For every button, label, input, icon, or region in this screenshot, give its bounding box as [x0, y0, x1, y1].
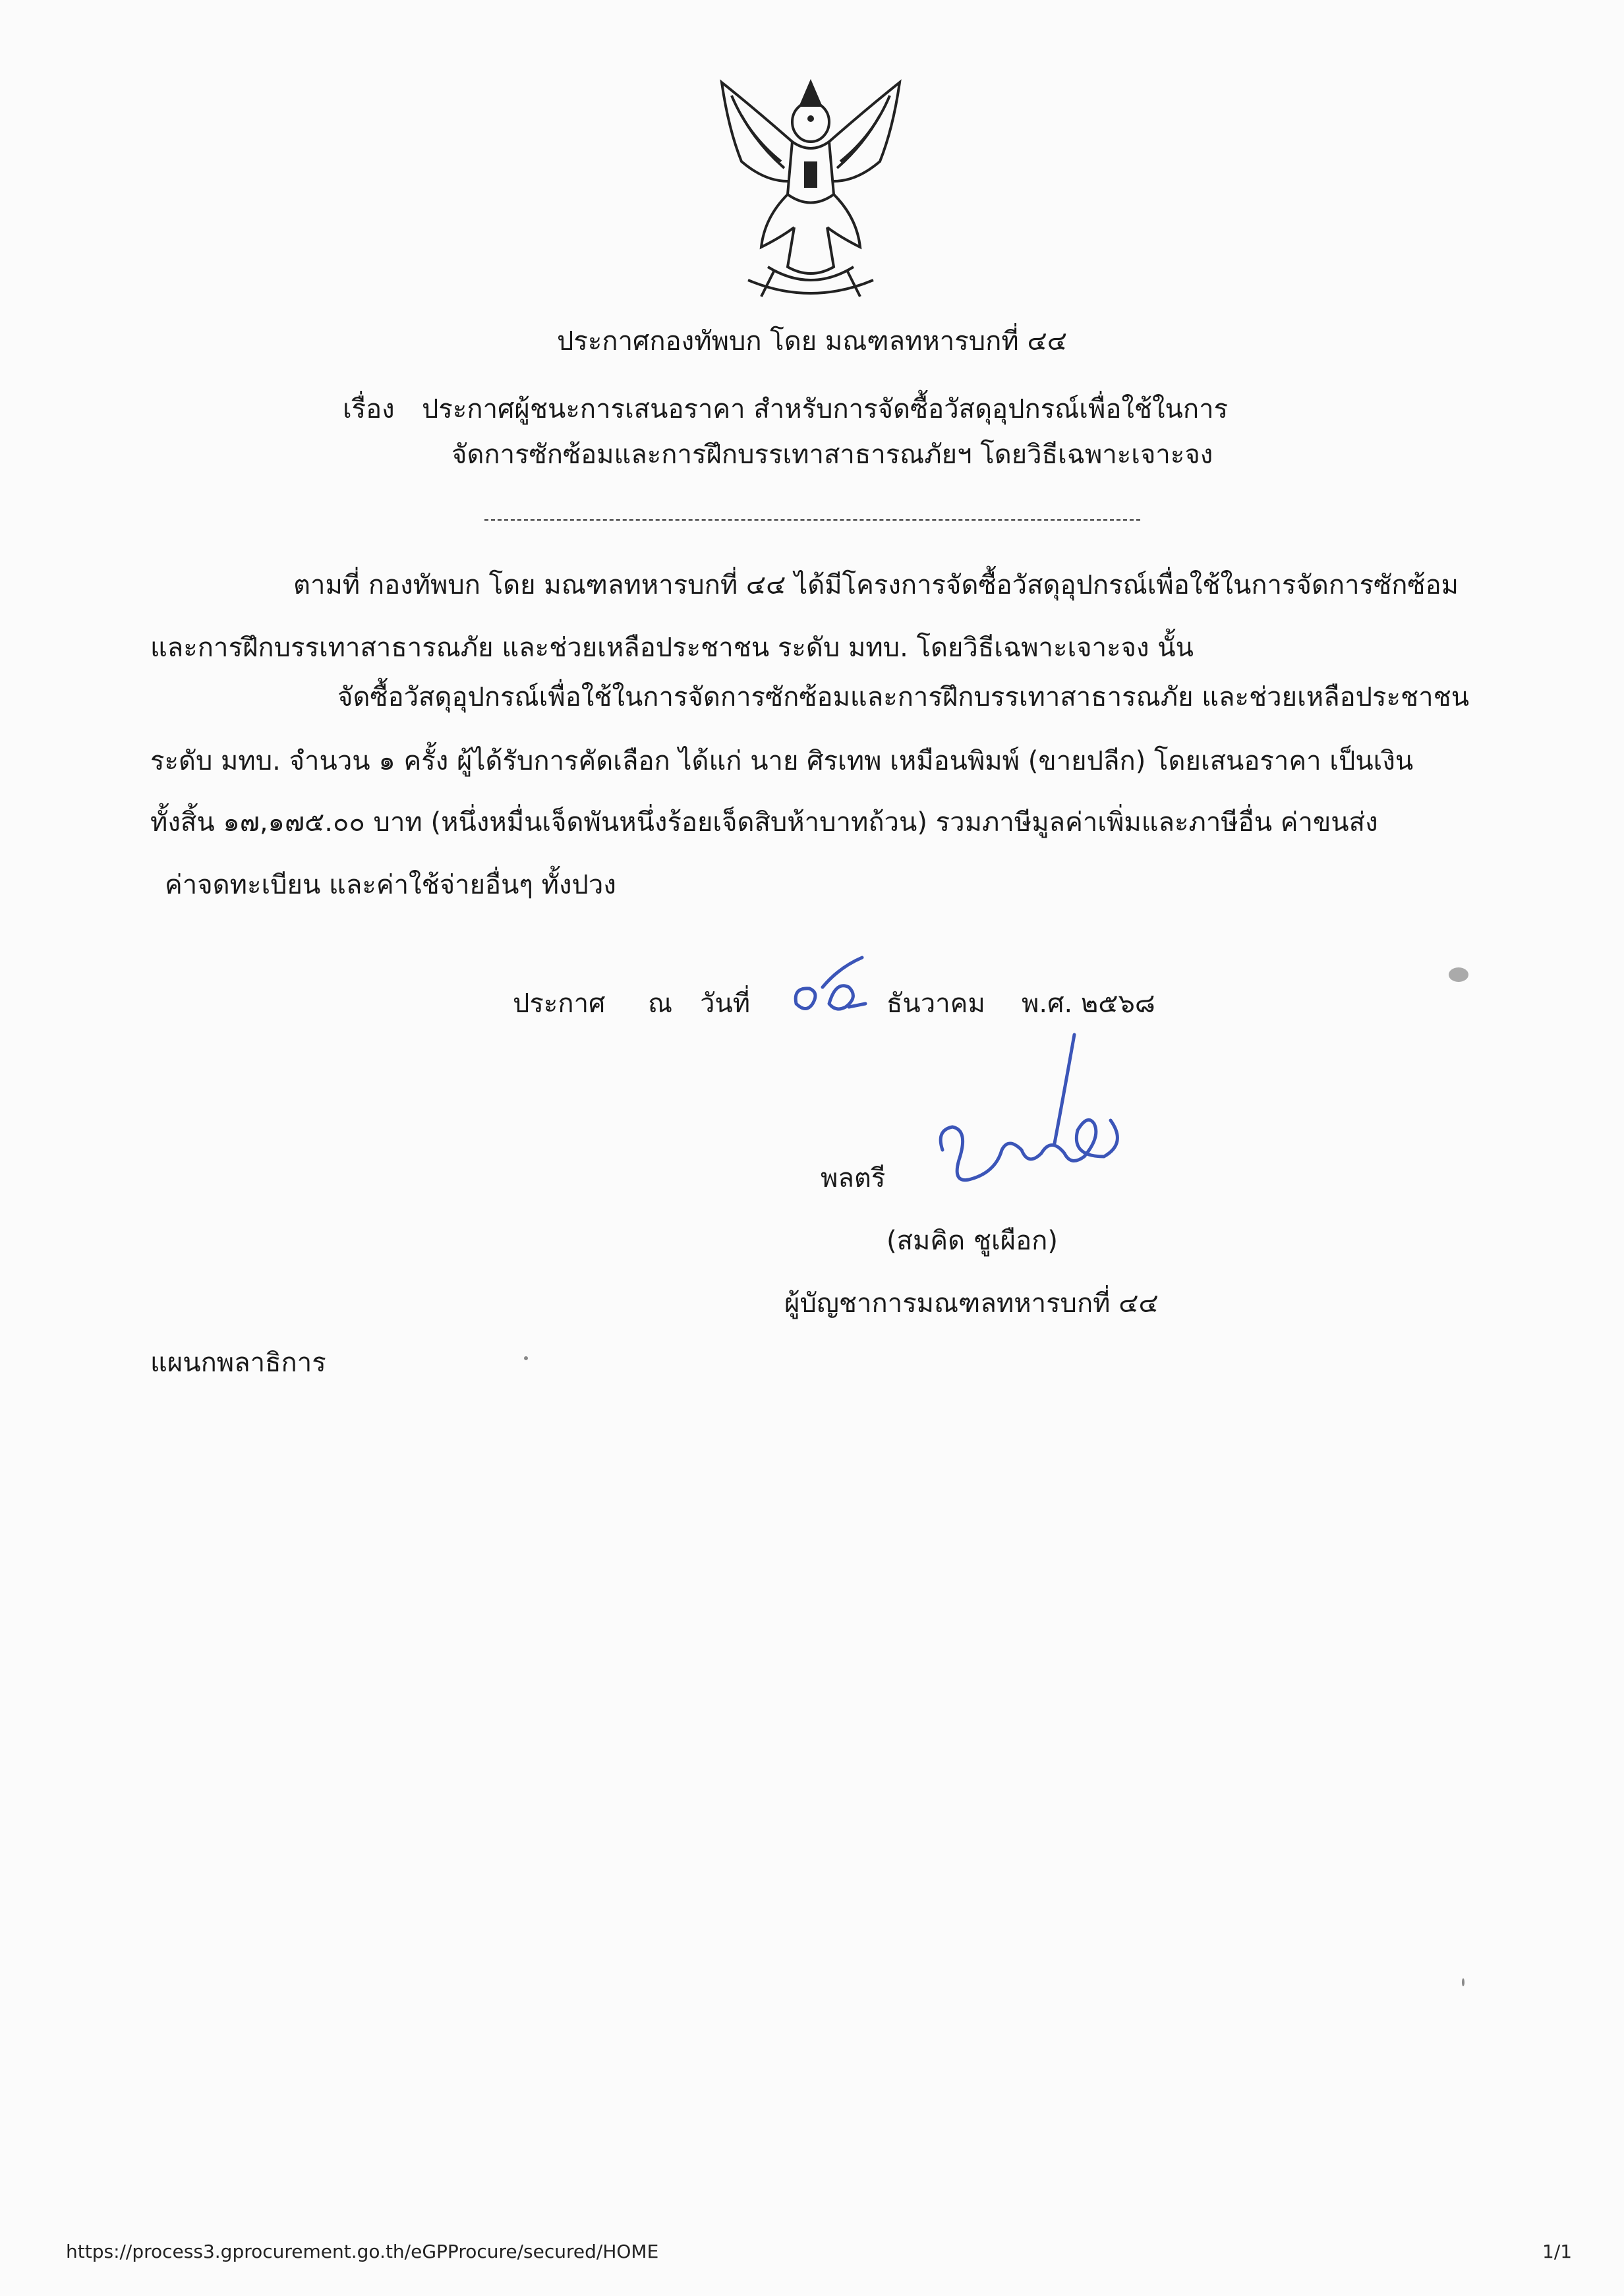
- handwritten-day: [783, 941, 882, 1033]
- paragraph-2-line-2: ระดับ มทบ. จำนวน ๑ ครั้ง ผู้ได้รับการคัดเลือก ได้แก่ นาย ศิรเทพ เหมือนพิมพ์ (ขายปลีก) โดยเสนอราคา เป็นเงิน: [150, 746, 1414, 776]
- signer-position: ผู้บัญชาการมณฑลทหารบกที่ ๔๔: [784, 1288, 1159, 1319]
- scan-speck: [1462, 1978, 1464, 1986]
- date-month: ธันวาคม: [886, 989, 985, 1019]
- signer-name: (สมคิด ชูเผือก): [886, 1226, 1058, 1256]
- divider: [484, 519, 1140, 521]
- paragraph-2-line-4: ค่าจดทะเบียน และค่าใช้จ่ายอื่นๆ ทั้งปวง: [165, 870, 616, 900]
- subject-line-2: จัดการซักซ้อมและการฝึกบรรเทาสาธารณภัยฯ โดยวิธีเฉพาะเจาะจง: [451, 440, 1213, 470]
- signer-rank: พลตรี: [821, 1163, 886, 1193]
- scan-speck: [524, 1356, 528, 1360]
- date-year: พ.ศ. ๒๕๖๘: [1022, 989, 1155, 1019]
- subject-line-1: ประกาศผู้ชนะการเสนอราคา สำหรับการจัดซื้อวัสดุอุปกรณ์เพื่อใช้ในการ: [422, 394, 1229, 424]
- department-label: แผนกพลาธิการ: [150, 1348, 326, 1378]
- date-day-label: วันที่: [700, 989, 751, 1019]
- paragraph-1-line-2: และการฝึกบรรเทาสาธารณภัย และช่วยเหลือประชาชน ระดับ มทบ. โดยวิธีเฉพาะเจาะจง นั้น: [150, 633, 1194, 663]
- garuda-emblem-icon: [702, 69, 919, 306]
- paragraph-2-line-1: จัดซื้อวัสดุอุปกรณ์เพื่อใช้ในการจัดการซักซ้อมและการฝึกบรรเทาสาธารณภัย และช่วยเหลือประชาชน: [337, 682, 1470, 712]
- footer-page-number: 1/1: [1542, 2241, 1573, 2262]
- scan-speck: [1449, 967, 1468, 982]
- document-title: ประกาศกองทัพบก โดย มณฑลทหารบกที่ ๔๔: [557, 326, 1067, 357]
- footer-url: https://process3.gprocurement.go.th/eGPProcure/secured/HOME: [66, 2241, 659, 2262]
- paragraph-1-line-1: ตามที่ กองทัพบก โดย มณฑลทหารบกที่ ๔๔ ได้มีโครงการจัดซื้อวัสดุอุปกรณ์เพื่อใช้ในการจัดการซักซ้อม: [293, 570, 1459, 600]
- subject-label: เรื่อง: [343, 394, 395, 424]
- signature-mark: [929, 1031, 1134, 1203]
- paragraph-2-line-3: ทั้งสิ้น ๑๗,๑๗๕.๐๐ บาท (หนึ่งหมื่นเจ็ดพันหนึ่งร้อยเจ็ดสิบห้าบาทถ้วน) รวมภาษีมูลค่าเพิ่มและภาษีอื่น ค่าขนส่ง: [150, 807, 1378, 838]
- date-at: ณ: [648, 989, 673, 1019]
- date-prefix: ประกาศ: [513, 989, 606, 1019]
